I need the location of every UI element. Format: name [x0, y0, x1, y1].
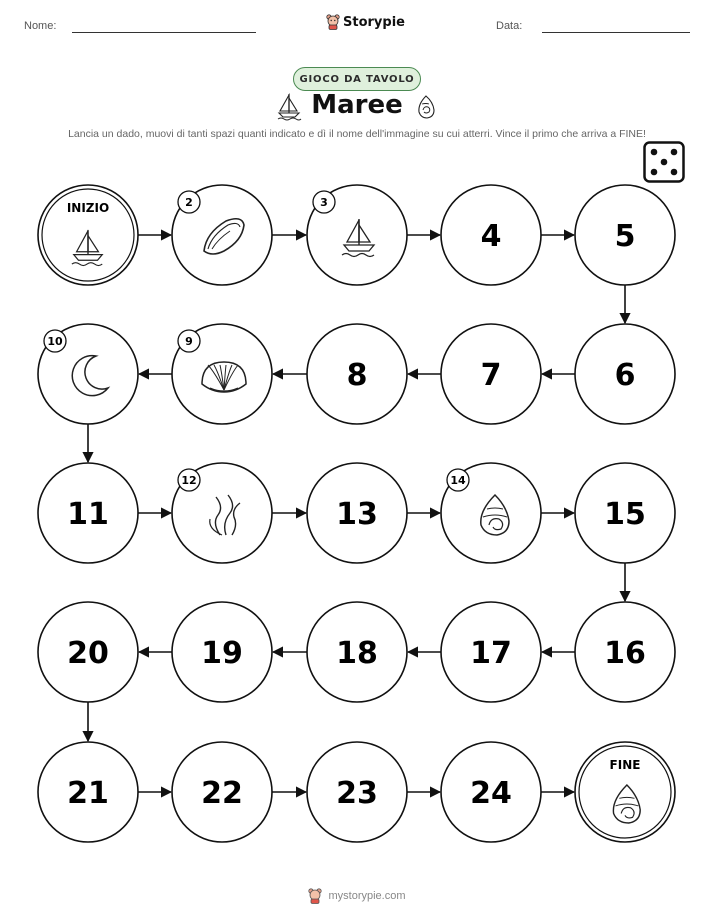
board-space-4 — [441, 185, 541, 285]
board-space-21 — [38, 742, 138, 842]
game-type-badge: GIOCO DA TAVOLO — [293, 67, 421, 91]
board-space-23 — [307, 742, 407, 842]
space-number: 13 — [336, 497, 378, 532]
bear-icon — [308, 888, 322, 904]
space-number: 10 — [47, 335, 63, 348]
brand-name: Storypie — [343, 14, 405, 30]
space-number: 4 — [480, 219, 502, 254]
game-title: Maree — [311, 90, 403, 120]
space-number: 2 — [185, 196, 193, 209]
board-space-11 — [38, 463, 138, 563]
space-number: 3 — [320, 196, 328, 209]
space-number: 24 — [470, 776, 512, 811]
board-space-13 — [307, 463, 407, 563]
space-number: 17 — [470, 636, 512, 671]
board-space-24 — [441, 742, 541, 842]
game-instructions: Lancia un dado, muovi di tanti spazi quanti indicato e dì il nome dell'immagine su cui atterri. Vince il primo che arriva a FINE! — [68, 128, 646, 140]
board-space-19 — [172, 602, 272, 702]
space-number: 5 — [614, 219, 636, 254]
space-number: 11 — [67, 497, 109, 532]
footer-url[interactable]: mystorypie.com — [328, 890, 406, 902]
space-number: 20 — [67, 636, 109, 671]
space-number: 9 — [185, 335, 193, 348]
space-circle — [575, 742, 675, 842]
space-number: 18 — [336, 636, 378, 671]
board-space-17 — [441, 602, 541, 702]
space-label: FINE — [609, 758, 641, 772]
space-number: 23 — [336, 776, 378, 811]
space-number: 15 — [604, 497, 646, 532]
board-space-6 — [575, 324, 675, 424]
board-space-14 — [441, 463, 541, 563]
board-space-7 — [441, 324, 541, 424]
space-label: INIZIO — [66, 201, 110, 215]
footer — [0, 888, 714, 904]
board-space-5 — [575, 185, 675, 285]
board-space-inizio — [38, 185, 138, 285]
board-space-20 — [38, 602, 138, 702]
space-number: 21 — [67, 776, 109, 811]
space-number: 19 — [201, 636, 243, 671]
space-number: 22 — [201, 776, 243, 811]
board-space-9 — [172, 324, 272, 424]
space-number: 14 — [450, 474, 466, 487]
board-space-22 — [172, 742, 272, 842]
board-space-16 — [575, 602, 675, 702]
board-space-12 — [172, 463, 272, 563]
board-space-10 — [38, 324, 138, 424]
space-number: 16 — [604, 636, 646, 671]
space-number: 6 — [614, 358, 636, 393]
board-space-18 — [307, 602, 407, 702]
board-space-2 — [172, 185, 272, 285]
date-label: Data: — [496, 20, 523, 32]
board-space-15 — [575, 463, 675, 563]
space-number: 8 — [346, 358, 368, 393]
space-number: 12 — [181, 474, 197, 487]
board-space-3 — [307, 185, 407, 285]
board-space-8 — [307, 324, 407, 424]
board-space-fine — [575, 742, 675, 842]
name-label: Nome: — [24, 20, 57, 32]
space-number: 7 — [480, 358, 502, 393]
